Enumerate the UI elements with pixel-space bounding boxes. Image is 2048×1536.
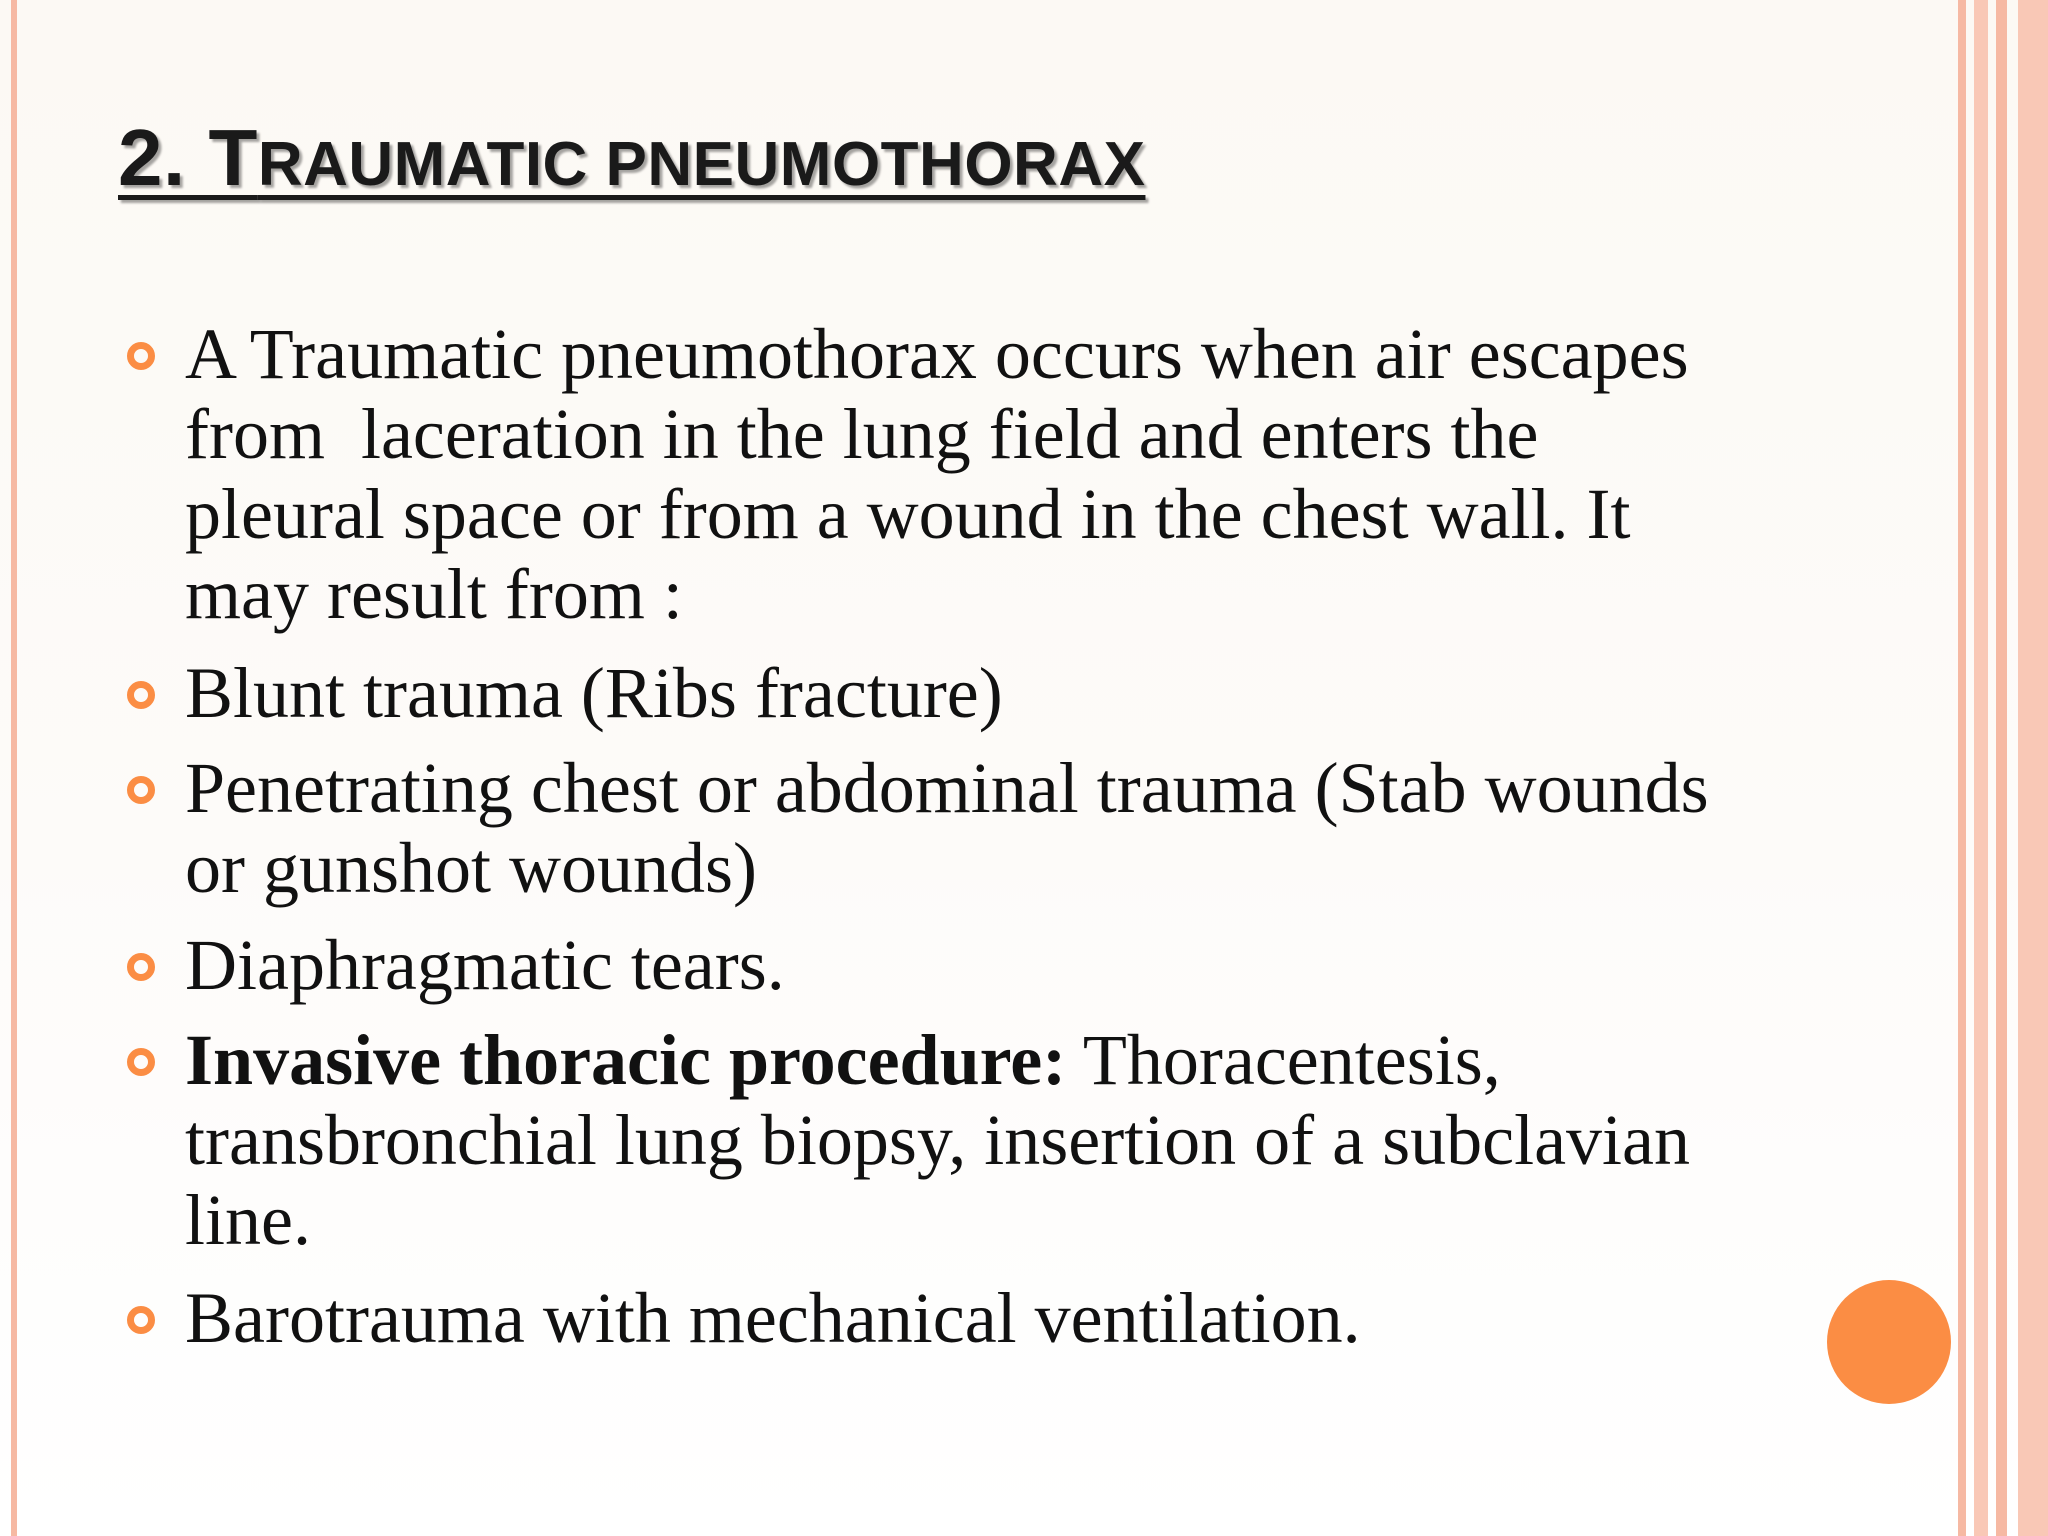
bullet-text xyxy=(185,1020,1775,1260)
bullet-line: transbronchial lung biopsy, insertion of a subclavian xyxy=(185,1100,1691,1180)
bullet-text xyxy=(185,314,1775,634)
ring-bullet-icon xyxy=(127,1306,155,1334)
bullet-line: Blunt trauma (Ribs fracture) xyxy=(185,653,1003,733)
bullet-line: Thoracentesis, xyxy=(1066,1020,1501,1100)
bullet-bold-label: Invasive thoracic procedure: xyxy=(185,1020,1067,1100)
bullet-line: Barotrauma with mechanical ventilation. xyxy=(185,1278,1361,1358)
bullet-text xyxy=(185,1278,1775,1358)
ring-bullet-icon xyxy=(127,953,155,981)
bullet-line: Penetrating chest or abdominal trauma (Stab wounds xyxy=(185,748,1709,828)
slide-title-rest: RAUMATIC PNEUMOTHORAX xyxy=(257,130,1146,199)
slide-title-lead: 2. T xyxy=(118,113,258,202)
ring-bullet-icon xyxy=(127,1048,155,1076)
ring-bullet-icon xyxy=(127,776,155,804)
bullet-line: line. xyxy=(185,1180,311,1260)
bullet-line: or gunshot wounds) xyxy=(185,828,757,908)
ring-bullet-icon xyxy=(127,342,155,370)
bullet-line: may result from : xyxy=(185,554,683,634)
bullet-line: Diaphragmatic tears. xyxy=(185,925,785,1005)
ring-bullet-icon xyxy=(127,681,155,709)
bullet-text xyxy=(185,653,1775,733)
bullet-line: pleural space or from a wound in the chest wall. It xyxy=(185,474,1631,554)
bullet-text xyxy=(185,748,1775,908)
bullet-text xyxy=(185,925,1775,1005)
bullet-line: A Traumatic pneumothorax occurs when air escapes xyxy=(185,314,1689,394)
bullet-line: from laceration in the lung field and enters the xyxy=(185,394,1539,474)
